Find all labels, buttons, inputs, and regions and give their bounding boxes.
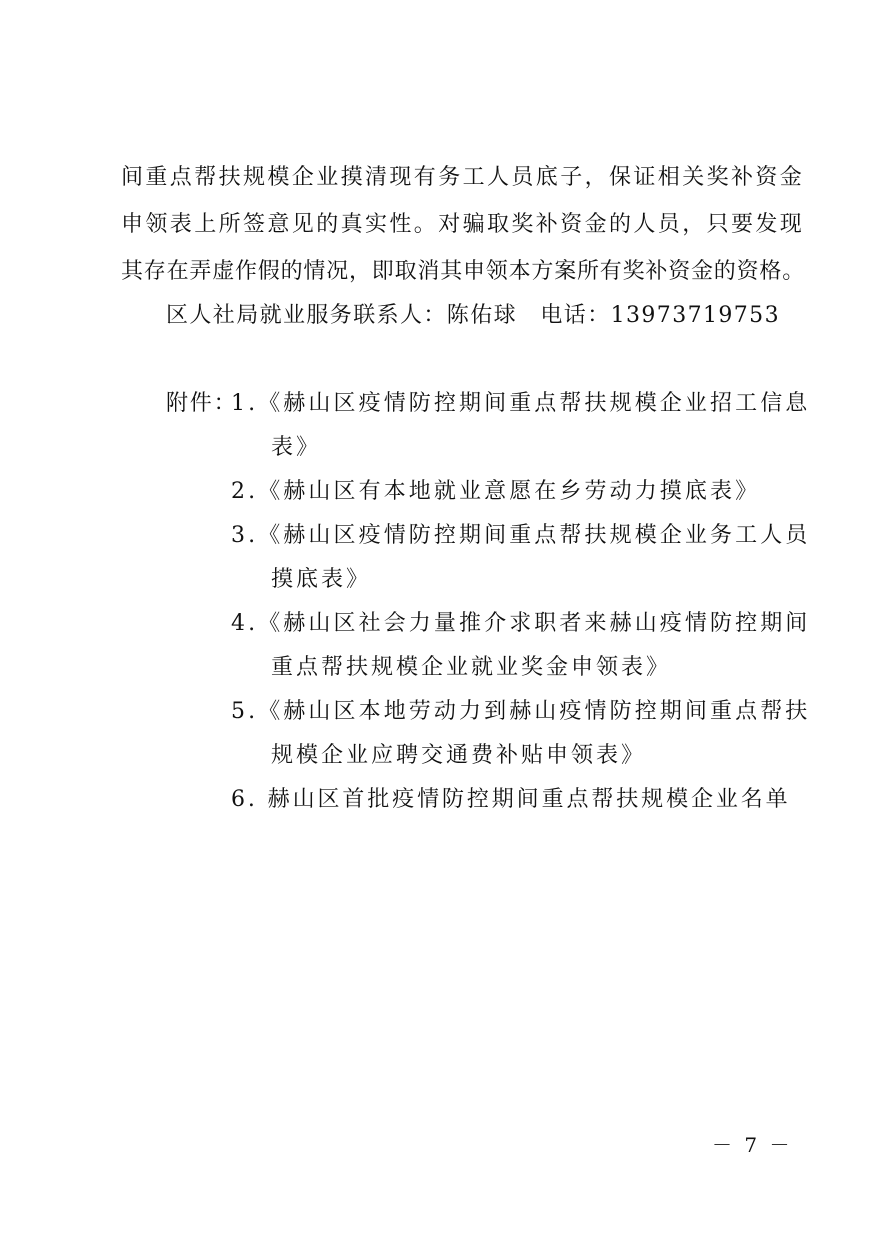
attachment-item-4-line-1: 4.《赫山区社会力量推介求职者来赫山疫情防控期间	[231, 611, 811, 636]
attachment-item-5-line-1: 5.《赫山区本地劳动力到赫山疫情防控期间重点帮扶	[231, 699, 811, 724]
attachment-item-2: 2.《赫山区有本地就业意愿在乡劳动力摸底表》	[231, 479, 761, 504]
paragraph-line-1: 间重点帮扶规模企业摸清现有务工人员底子，保证相关奖补资金	[121, 165, 805, 190]
attachment-item-3-line-2: 摸底表》	[271, 567, 372, 592]
attachment-item-4-line-2: 重点帮扶规模企业就业奖金申领表》	[271, 655, 672, 680]
attachment-item-3-line-1: 3.《赫山区疫情防控期间重点帮扶规模企业务工人员	[231, 523, 811, 548]
paragraph-line-3: 其存在弄虚作假的情况，即取消其申领本方案所有奖补资金的资格。	[121, 259, 806, 284]
attachment-item-1-line-1: 1.《赫山区疫情防控期间重点帮扶规模企业招工信息	[231, 391, 811, 416]
attachment-item-1-line-2: 表》	[271, 435, 322, 460]
attachment-label: 附件：	[166, 391, 238, 416]
contact-line: 区人社局就业服务联系人：陈佑球 电话：13973719753	[166, 303, 780, 328]
attachment-item-5-line-2: 规模企业应聘交通费补贴申领表》	[271, 743, 647, 768]
attachment-item-6: 6. 赫山区首批疫情防控期间重点帮扶规模企业名单	[231, 787, 791, 812]
page-number: － 7 －	[712, 1133, 793, 1157]
paragraph-line-2: 申领表上所签意见的真实性。对骗取奖补资金的人员，只要发现	[121, 212, 805, 237]
